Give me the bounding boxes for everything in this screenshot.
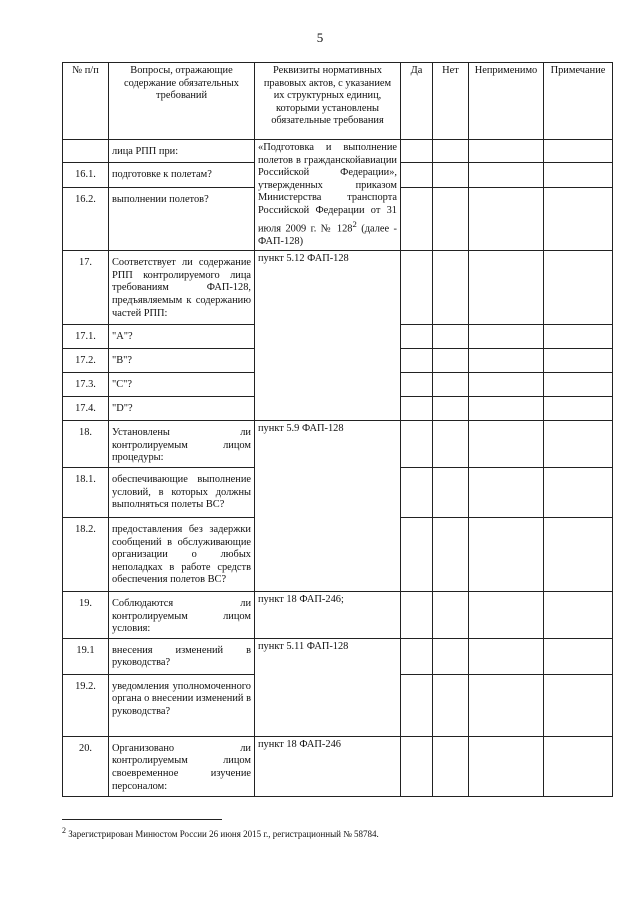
cell-na[interactable] [469,421,544,468]
cell-note[interactable] [544,140,613,163]
cell-note[interactable] [544,163,613,188]
row-question: уведомления уполномоченного органа о внесении изменений в руководства? [109,674,255,736]
requisite-tail: (далее - ФАП-128) [258,223,398,247]
cell-note[interactable] [544,638,613,674]
cell-no[interactable] [433,421,469,468]
checklist-table [62,62,613,797]
table-row [63,638,613,674]
row-requisites: пункт 18 ФАП-246; [255,592,401,639]
row-number [63,140,109,163]
row-number: 18.1. [63,468,109,518]
header-questions: Вопросы, отражающие содержание обязательных требований [109,63,255,140]
row-number: 17.4. [63,397,109,421]
cell-yes[interactable] [401,592,433,639]
row-requisites: пункт 5.11 ФАП-128 [255,638,401,736]
row-question: Соблюдаются ли контролируемым лицом условия: [109,592,255,639]
table-header-row [63,63,613,140]
cell-na[interactable] [469,518,544,592]
row-question: Организовано ли контролируемым лицом своевременное изучение персоналом: [109,736,255,796]
cell-yes[interactable] [401,638,433,674]
row-number: 17.2. [63,349,109,373]
row-number: 19.1 [63,638,109,674]
table-row [63,421,613,468]
row-question: обеспечивающие выполнение условий, в которых должны выполняться полеты ВС? [109,468,255,518]
cell-na[interactable] [469,251,544,325]
header-yes: Да [401,63,433,140]
row-number: 16.1. [63,163,109,188]
cell-yes[interactable] [401,349,433,373]
cell-no[interactable] [433,592,469,639]
header-not-applicable: Неприменимо [469,63,544,140]
cell-note[interactable] [544,397,613,421]
requisite-text: «Подготовка и выполнение полетов в гражданскойавиации Российской Федерации», утвержденных приказом Министерства транспорта Российской Федерации от 31 июля 2009 г. № 128 [258,142,397,235]
cell-na[interactable] [469,397,544,421]
cell-yes[interactable] [401,397,433,421]
row-number: 18.2. [63,518,109,592]
cell-note[interactable] [544,736,613,796]
cell-na[interactable] [469,592,544,639]
footnote [62,826,622,839]
cell-no[interactable] [433,373,469,397]
table-row [63,140,613,163]
cell-yes[interactable] [401,518,433,592]
cell-no[interactable] [433,468,469,518]
header-no: Нет [433,63,469,140]
footnote-text: Зарегистрирован Минюстом России 26 июня 2015 г., регистрационный № 58784. [66,829,379,839]
row-number: 17.3. [63,373,109,397]
row-question: предоставления без задержки сообщений в обслуживающие организации о любых неполадках в работе средств обеспечения полетов ВС? [109,518,255,592]
row-question: внесения изменений в руководства? [109,638,255,674]
cell-note[interactable] [544,349,613,373]
cell-na[interactable] [469,468,544,518]
cell-na[interactable] [469,325,544,349]
row-question: Установлены ли контролируемым лицом процедуры: [109,421,255,468]
cell-no[interactable] [433,736,469,796]
cell-note[interactable] [544,188,613,251]
cell-no[interactable] [433,638,469,674]
cell-note[interactable] [544,518,613,592]
header-requisites: Реквизиты нормативных правовых актов, с указанием их структурных единиц, которыми установлены обязательные требования [255,63,401,140]
row-number: 17. [63,251,109,325]
footnote-ref: 2 [352,218,357,229]
row-requisites: пункт 5.12 ФАП-128 [255,251,401,421]
row-question: выполнении полетов? [109,188,255,251]
row-question: "D"? [109,397,255,421]
row-number: 18. [63,421,109,468]
cell-no[interactable] [433,140,469,163]
row-number: 17.1. [63,325,109,349]
footnote-divider [62,819,222,820]
header-note: Примечание [544,63,613,140]
row-number: 19.2. [63,674,109,736]
cell-yes[interactable] [401,325,433,349]
cell-yes[interactable] [401,373,433,397]
row-question: "С"? [109,373,255,397]
cell-yes[interactable] [401,163,433,188]
row-question: "А"? [109,325,255,349]
cell-note[interactable] [544,592,613,639]
cell-na[interactable] [469,349,544,373]
cell-note[interactable] [544,325,613,349]
cell-na[interactable] [469,188,544,251]
cell-na[interactable] [469,674,544,736]
footnote-mark: 2 [62,826,66,835]
cell-note[interactable] [544,251,613,325]
cell-yes[interactable] [401,736,433,796]
cell-no[interactable] [433,325,469,349]
row-number: 19. [63,592,109,639]
cell-na[interactable] [469,373,544,397]
cell-yes[interactable] [401,140,433,163]
row-requisites: пункт 5.9 ФАП-128 [255,421,401,592]
cell-na[interactable] [469,163,544,188]
cell-no[interactable] [433,518,469,592]
cell-na[interactable] [469,638,544,674]
cell-note[interactable] [544,421,613,468]
row-question: подготовке к полетам? [109,163,255,188]
cell-no[interactable] [433,163,469,188]
row-number: 20. [63,736,109,796]
table-row [63,592,613,639]
cell-note[interactable] [544,468,613,518]
row-question: лица РПП при: [109,140,255,163]
cell-na[interactable] [469,140,544,163]
cell-yes[interactable] [401,251,433,325]
cell-no[interactable] [433,188,469,251]
cell-note[interactable] [544,674,613,736]
cell-no[interactable] [433,349,469,373]
row-requisites [255,140,401,251]
cell-yes[interactable] [401,421,433,468]
cell-na[interactable] [469,736,544,796]
cell-yes[interactable] [401,468,433,518]
cell-yes[interactable] [401,674,433,736]
cell-yes[interactable] [401,188,433,251]
cell-note[interactable] [544,373,613,397]
table-row [63,736,613,796]
cell-no[interactable] [433,674,469,736]
row-question: "В"? [109,349,255,373]
header-num: № п/п [63,63,109,140]
page-number: 5 [316,30,324,45]
row-number: 16.2. [63,188,109,251]
row-question: Соответствует ли содержание РПП контролируемого лица требованиям ФАП-128, предъявляемым к содержанию частей РПП: [109,251,255,325]
table-row [63,251,613,325]
row-requisites: пункт 18 ФАП-246 [255,736,401,796]
cell-no[interactable] [433,251,469,325]
cell-no[interactable] [433,397,469,421]
